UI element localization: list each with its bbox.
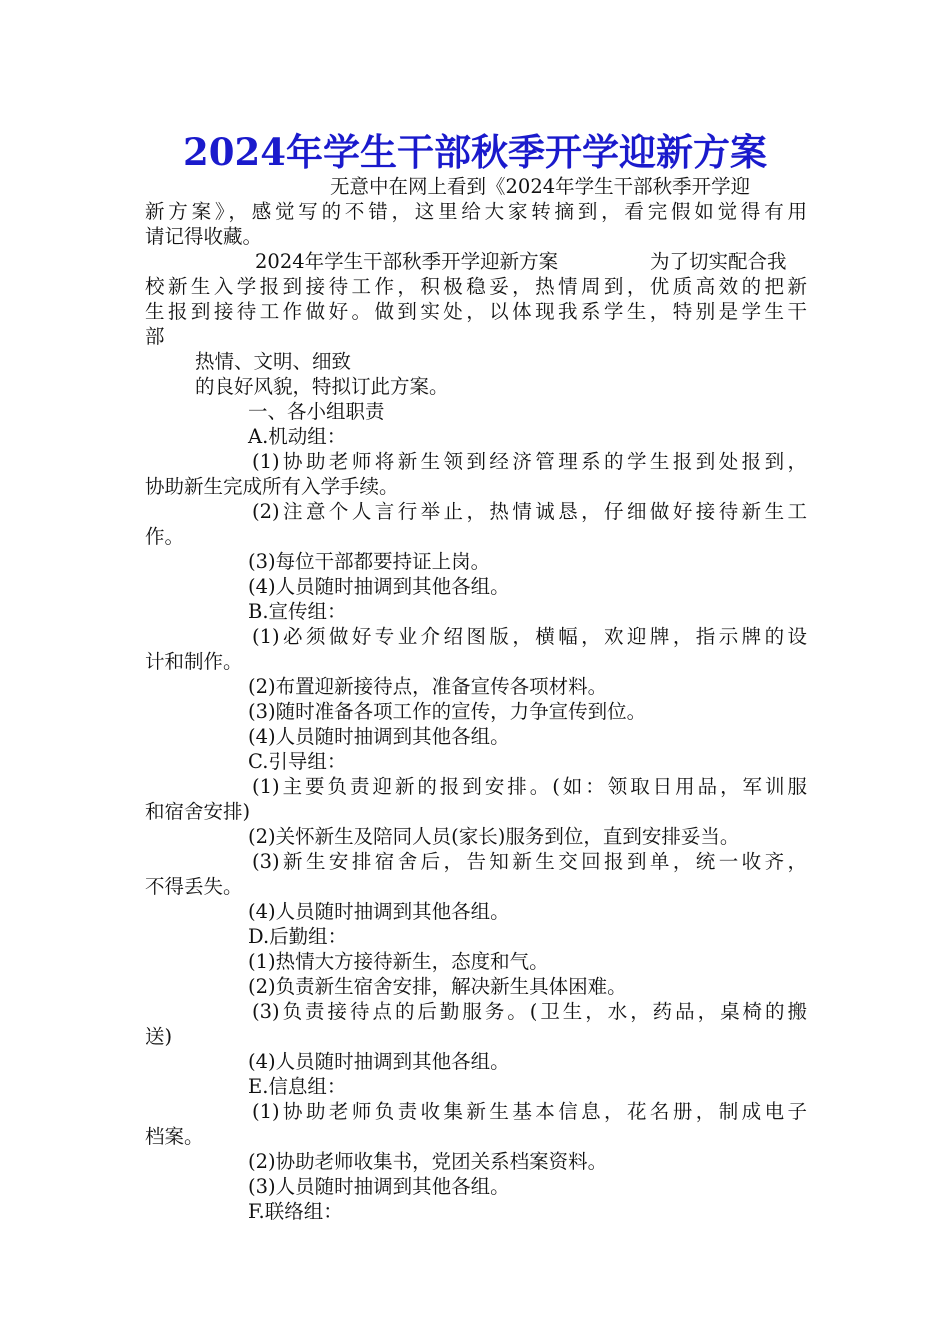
group-c-item-3a: (3)新生安排宿舍后，告知新生交回报到单，统一收齐， [252,850,807,873]
intro-line-1: 无意中在网上看到《2024年学生干部秋季开学迎 [330,175,751,198]
intro-line-2: 新方案》，感觉写的不错，这里给大家转摘到，看完假如觉得有用 [145,200,807,223]
group-a-item-4: (4)人员随时抽调到其他各组。 [248,575,510,598]
group-d-item-1: (1)热情大方接待新生，态度和气。 [248,950,549,973]
preface-line-5: 热情、文明、细致 [195,350,352,373]
group-b-item-1a: (1)必须做好专业介绍图版，横幅，欢迎牌，指示牌的设 [252,625,807,648]
group-e-label: E.信息组： [248,1075,347,1098]
group-a-item-2a: (2)注意个人言行举止，热情诚恳，仔细做好接待新生工 [252,500,807,523]
group-e-item-1a: (1)协助老师负责收集新生基本信息，花名册，制成电子 [252,1100,807,1123]
preface-line-6: 的良好风貌，特拟订此方案。 [195,375,449,398]
group-e-item-2: (2)协助老师收集书，党团关系档案资料。 [248,1150,608,1173]
intro-line-3: 请记得收藏。 [145,225,263,248]
group-b-item-4: (4)人员随时抽调到其他各组。 [248,725,510,748]
group-d-item-2: (2)负责新生宿舍安排，解决新生具体困难。 [248,975,627,998]
group-d-label: D.后勤组： [248,925,348,948]
group-e-item-1b: 档案。 [145,1125,204,1148]
group-a-label: A.机动组： [248,425,347,448]
group-e-item-3: (3)人员随时抽调到其他各组。 [248,1175,510,1198]
group-b-item-2: (2)布置迎新接待点，准备宣传各项材料。 [248,675,608,698]
group-c-item-3b: 不得丢失。 [145,875,243,898]
group-f-label: F.联络组： [248,1200,343,1223]
group-c-item-1b: 和宿舍安排) [145,800,251,823]
group-a-item-1a: (1)协助老师将新生领到经济管理系的学生报到处报到， [252,450,807,473]
group-a-item-1b: 协助新生完成所有入学手续。 [145,475,399,498]
section-heading: 一、各小组职责 [248,400,385,423]
group-b-label: B.宣传组： [248,600,347,623]
preface-line-3: 生报到接待工作做好。做到实处，以体现我系学生，特别是学生干 [145,300,807,323]
group-c-item-2: (2)关怀新生及陪同人员(家长)服务到位，直到安排妥当。 [248,825,740,848]
document-title: 2024年学生干部秋季开学迎新方案 [183,130,767,174]
group-d-item-4: (4)人员随时抽调到其他各组。 [248,1050,510,1073]
group-c-label: C.引导组： [248,750,347,773]
group-c-item-1a: (1)主要负责迎新的报到安排。(如：领取日用品，军训服 [252,775,807,798]
group-b-item-1b: 计和制作。 [145,650,243,673]
group-d-item-3a: (3)负责接待点的后勤服务。(卫生，水，药品，桌椅的搬 [252,1000,807,1023]
group-c-item-4: (4)人员随时抽调到其他各组。 [248,900,510,923]
preface-line-1b: 为了切实配合我 [650,250,787,273]
group-d-item-3b: 送) [145,1025,173,1048]
preface-line-1a: 2024年学生干部秋季开学迎新方案 [255,250,559,273]
group-b-item-3: (3)随时准备各项工作的宣传，力争宣传到位。 [248,700,647,723]
preface-line-2: 校新生入学报到接待工作，积极稳妥，热情周到，优质高效的把新 [145,275,807,298]
group-a-item-3: (3)每位干部都要持证上岗。 [248,550,491,573]
preface-line-4: 部 [145,325,165,348]
group-a-item-2b: 作。 [145,525,185,548]
